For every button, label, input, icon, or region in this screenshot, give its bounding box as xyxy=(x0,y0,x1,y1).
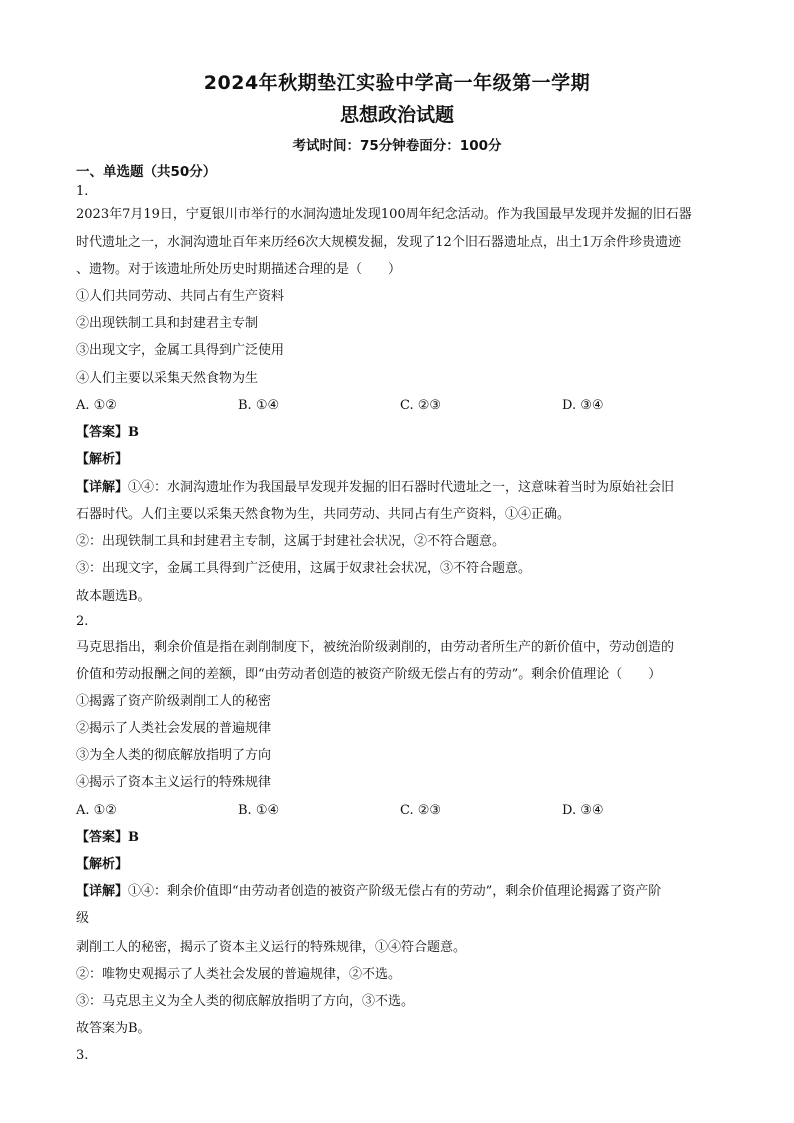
question-number: 1. xyxy=(76,184,89,199)
exam-title: 2024年秋期垫江实验中学高一年级第一学期 xyxy=(203,72,591,94)
detail-line: ③：马克思主义为全人类的彻底解放指明了方向，③不选。 xyxy=(76,994,415,1009)
option-a: A. ①② xyxy=(76,398,117,413)
detail-label: 【详解】 xyxy=(76,480,129,495)
exam-info: 考试时间：75分钟卷面分：100分 xyxy=(292,138,502,154)
detail-label: 【详解】 xyxy=(76,884,129,899)
statement: ②出现铁制工具和封建君主专制 xyxy=(76,316,259,331)
detail-line: 剥削工人的秘密，揭示了资本主义运行的特殊规律，①④符合题意。 xyxy=(76,940,467,955)
detail-line xyxy=(76,480,674,496)
analysis-label: 【解析】 xyxy=(76,857,129,872)
statement: ①揭露了资产阶级剥削工人的秘密 xyxy=(76,694,272,709)
detail-line: 故答案为B。 xyxy=(76,1021,151,1036)
option-c: C. ②③ xyxy=(400,398,442,413)
question-number: 2. xyxy=(76,614,89,629)
analysis-label: 【解析】 xyxy=(76,452,129,467)
option-d: D. ③④ xyxy=(562,398,604,413)
statement: ①人们共同劳动、共同占有生产资料 xyxy=(76,289,285,304)
answer-label: 【答案】B xyxy=(76,425,139,440)
option-a: A. ①② xyxy=(76,803,117,818)
exam-subject: 思想政治试题 xyxy=(339,104,454,126)
statement: ②揭示了人类社会发展的普遍规律 xyxy=(76,721,272,736)
option-b: B. ①④ xyxy=(238,803,280,818)
answer-label: 【答案】B xyxy=(76,830,139,845)
detail-line: 级 xyxy=(76,911,90,926)
option-c: C. ②③ xyxy=(400,803,442,818)
option-d: D. ③④ xyxy=(562,803,604,818)
question-stem-line: 2023年7月19日，宁夏银川市举行的水洞沟遗址发现100周年纪念活动。作为我国最早发现并发掘的旧石器 xyxy=(76,207,692,222)
detail-line: 故本题选B。 xyxy=(76,589,151,604)
detail-line: ②：出现铁制工具和封建君主专制，这属于封建社会状况，②不符合题意。 xyxy=(76,534,506,549)
detail-line: ②：唯物史观揭示了人类社会发展的普遍规律，②不选。 xyxy=(76,967,402,982)
statement: ③出现文字，金属工具得到广泛使用 xyxy=(76,343,285,358)
detail-line xyxy=(76,884,661,900)
question-stem-line: 时代遗址之一，水洞沟遗址百年来历经6次大规模发掘，发现了12个旧石器遗址点，出土1万余件珍贵遗迹 xyxy=(76,235,682,250)
detail-line: ③：出现文字，金属工具得到广泛使用，这属于奴隶社会状况，③不符合题意。 xyxy=(76,561,532,576)
question-stem-line: 马克思指出，剩余价值是指在剥削制度下，被统治阶级剥削的，由劳动者所生产的新价值中，劳动创造的 xyxy=(76,640,675,655)
statement: ④揭示了资本主义运行的特殊规律 xyxy=(76,775,272,790)
statement: ④人们主要以采集天然食物为生 xyxy=(76,371,259,386)
question-stem-line: 价值和劳动报酬之间的差额，即“由劳动者创造的被资产阶级无偿占有的劳动”。剩余价值理论（ ） xyxy=(76,667,662,682)
question-number: 3. xyxy=(76,1048,89,1063)
detail-text: ①④：剩余价值即“由劳动者创造的被资产阶级无偿占有的劳动”，剩余价值理论揭露了资产阶 xyxy=(128,884,662,899)
statement: ③为全人类的彻底解放指明了方向 xyxy=(76,748,272,763)
option-b: B. ①④ xyxy=(238,398,280,413)
section-heading: 一、单选题（共50分） xyxy=(76,164,217,180)
detail-text: ①④：水洞沟遗址作为我国最早发现并发掘的旧石器时代遗址之一，这意味着当时为原始社会旧 xyxy=(128,480,675,495)
question-stem-line: 、遗物。对于该遗址所处历史时期描述合理的是（ ） xyxy=(76,262,402,277)
detail-line: 石器时代。人们主要以采集天然食物为生，共同劳动、共同占有生产资料，①④正确。 xyxy=(76,507,571,522)
